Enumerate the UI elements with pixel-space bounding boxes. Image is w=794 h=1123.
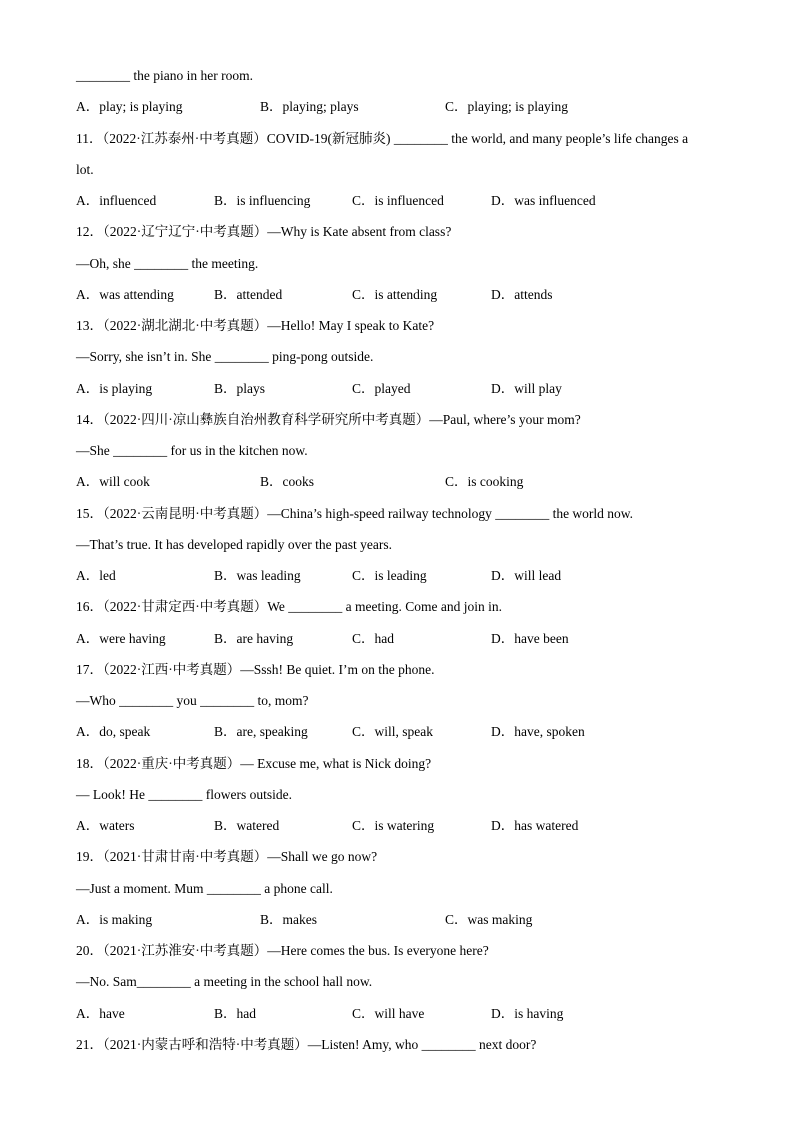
question-text: 21．（2021·内蒙古呼和浩特·中考真题）—Listen! Amy, who ________ next door?	[76, 1037, 537, 1052]
option-d: D．attends	[491, 287, 553, 302]
question-text: —Who ________ you ________ to, mom?	[76, 693, 309, 708]
options-row	[76, 381, 724, 397]
option-c: C．will have	[352, 1006, 425, 1021]
option-a: A．will cook	[76, 474, 150, 489]
option-a: A．influenced	[76, 193, 157, 208]
option-a: A．have	[76, 1006, 125, 1021]
option-c: C．is attending	[352, 287, 438, 302]
question-text: —Oh, she ________ the meeting.	[76, 256, 259, 271]
options-row	[76, 287, 724, 303]
option-a: A．is making	[76, 912, 153, 927]
option-b: B．watered	[214, 818, 280, 833]
options-row	[76, 631, 724, 647]
option-b: B．had	[214, 1006, 256, 1021]
question-text: 12．（2022·辽宁辽宁·中考真题）—Why is Kate absent from class?	[76, 224, 452, 239]
option-a: A．waters	[76, 818, 135, 833]
option-c: C．playing; is playing	[445, 99, 568, 114]
option-b: B．are having	[214, 631, 294, 646]
question-text: — Look! He ________ flowers outside.	[76, 787, 292, 802]
question-text: 13．（2022·湖北湖北·中考真题）—Hello! May I speak to Kate?	[76, 318, 435, 333]
option-c: C．was making	[445, 912, 533, 927]
option-b: B．plays	[214, 381, 266, 396]
question-text: 15．（2022·云南昆明·中考真题）—China’s high-speed railway technology ________ the world now.	[76, 506, 634, 521]
option-a: A．do, speak	[76, 724, 151, 739]
option-b: B．attended	[214, 287, 283, 302]
question-text: 20．（2021·江苏淮安·中考真题）—Here comes the bus. Is everyone here?	[76, 943, 489, 958]
options-row	[76, 1006, 724, 1022]
option-a: A．was attending	[76, 287, 174, 302]
option-c: C．played	[352, 381, 411, 396]
question-text: 19．（2021·甘肃甘南·中考真题）—Shall we go now?	[76, 849, 378, 864]
options-row	[76, 193, 724, 209]
option-d: D．has watered	[491, 818, 579, 833]
question-text: ________ the piano in her room.	[76, 68, 253, 83]
option-b: B．cooks	[260, 474, 314, 489]
option-c: C．is cooking	[445, 474, 524, 489]
question-text: —She ________ for us in the kitchen now.	[76, 443, 308, 458]
option-d: D．have, spoken	[491, 724, 585, 739]
option-d: D．have been	[491, 631, 569, 646]
option-c: C．is watering	[352, 818, 435, 833]
options-row	[76, 474, 724, 490]
option-d: D．will play	[491, 381, 562, 396]
option-a: A．play; is playing	[76, 99, 183, 114]
options-row	[76, 912, 724, 928]
option-d: D．was influenced	[491, 193, 596, 208]
options-row	[76, 568, 724, 584]
options-row	[76, 724, 724, 740]
option-b: B．are, speaking	[214, 724, 308, 739]
option-b: B．makes	[260, 912, 317, 927]
option-c: C．had	[352, 631, 394, 646]
option-b: B．was leading	[214, 568, 301, 583]
option-a: A．led	[76, 568, 116, 583]
option-b: B．is influencing	[214, 193, 311, 208]
question-text: 11．（2022·江苏泰州·中考真题）COVID-19(新冠肺炎) ________ the world, and many people’s life changes a	[76, 131, 689, 146]
option-a: A．is playing	[76, 381, 153, 396]
question-text: 17．（2022·江西·中考真题）—Sssh! Be quiet. I’m on the phone.	[76, 662, 435, 677]
question-text: 14．（2022·四川·凉山彝族自治州教育科学研究所中考真题）—Paul, where’s your mom?	[76, 412, 581, 427]
question-text: —No. Sam________ a meeting in the school hall now.	[76, 974, 373, 989]
options-row	[76, 818, 724, 834]
question-text: —That’s true. It has developed rapidly over the past years.	[76, 537, 393, 552]
question-text: —Just a moment. Mum ________ a phone call.	[76, 881, 333, 896]
question-text: 16．（2022·甘肃定西·中考真题）We ________ a meeting. Come and join in.	[76, 599, 502, 614]
option-d: D．will lead	[491, 568, 562, 583]
option-c: C．is leading	[352, 568, 427, 583]
option-d: D．is having	[491, 1006, 564, 1021]
question-text: lot.	[76, 162, 94, 177]
option-b: B．playing; plays	[260, 99, 359, 114]
option-c: C．will, speak	[352, 724, 433, 739]
question-text: 18．（2022·重庆·中考真题）— Excuse me, what is Nick doing?	[76, 756, 432, 771]
question-text: —Sorry, she isn’t in. She ________ ping-pong outside.	[76, 349, 374, 364]
option-c: C．is influenced	[352, 193, 444, 208]
options-row	[76, 99, 724, 115]
option-a: A．were having	[76, 631, 166, 646]
